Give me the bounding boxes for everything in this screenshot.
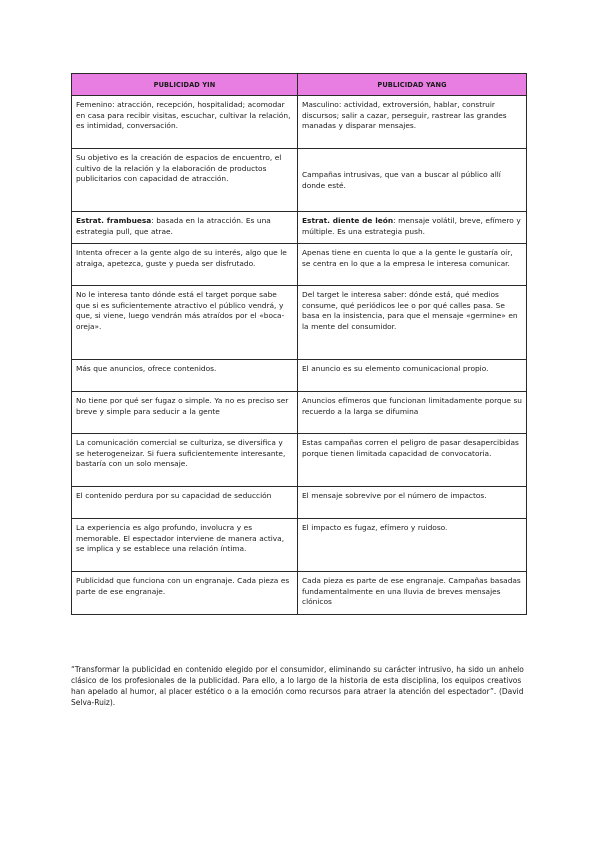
table-row: [72, 392, 527, 434]
yin-cell: Su objetivo es la creación de espacios de encuentro, el cultivo de la relación y la elaboración de productos publicitarios con capacidad de atracción.: [72, 149, 298, 212]
yang-cell: El mensaje sobrevive por el número de impactos.: [298, 487, 527, 519]
yang-cell: Anuncios efímeros que funcionan limitadamente porque su recuerdo a la larga se difumina: [298, 392, 527, 434]
yang-cell: Apenas tiene en cuenta lo que a la gente le gustaría oír, se centra en lo que a la empresa le interesa comunicar.: [298, 244, 527, 286]
yang-cell: Del target le interesa saber: dónde está, qué medios consume, qué periódicos lee o por qué calles pasa. Se basa en la insistencia, para que el mensaje «germine» en la mente del consumidor.: [298, 286, 527, 360]
yin-cell: [72, 212, 298, 244]
yang-cell: Estas campañas corren el peligro de pasar desapercibidas porque tienen limitada capacidad de convocatoria.: [298, 434, 527, 487]
table-row: [72, 286, 527, 360]
table-row: [72, 244, 527, 286]
table-header-row: [72, 74, 527, 96]
yin-cell: Femenino: atracción, recepción, hospitalidad; acomodar en casa para recibir visitas, escuchar, cultivar la relación, es intimidad, conversación.: [72, 96, 298, 149]
yin-cell: Más que anuncios, ofrece contenidos.: [72, 360, 298, 392]
table-row: [72, 572, 527, 615]
yin-cell: Publicidad que funciona con un engranaje. Cada pieza es parte de ese engranaje.: [72, 572, 298, 615]
table-row: [72, 96, 527, 149]
header-yin: PUBLICIDAD YIN: [72, 74, 298, 96]
yang-cell: El anuncio es su elemento comunicacional propio.: [298, 360, 527, 392]
strategy-description: : mensaje volátil, breve, efímero y múltiple. Es una estrategia push.: [302, 216, 521, 236]
header-yang: PUBLICIDAD YANG: [298, 74, 527, 96]
strategy-name: Estrat. frambuesa: [76, 216, 152, 225]
yin-cell: Intenta ofrecer a la gente algo de su interés, algo que le atraiga, apetezca, guste y pueda ser disfrutado.: [72, 244, 298, 286]
table-row: [72, 149, 527, 212]
yang-cell: Masculino: actividad, extroversión, hablar, construir discursos; salir a cazar, perseguir, rastrear las grandes manadas y disparar mensajes.: [298, 96, 527, 149]
closing-quote: “Transformar la publicidad en contenido elegido por el consumidor, eliminando su carácter intrusivo, ha sido un anhelo clásico de los profesionales de la publicidad. Para ello, a lo largo de la historia de esta disciplina, los equipos creativos han apelado al humor, al placer estético o a la emoción como recursos para atraer la atención del espectador”. (David Selva-Ruiz).: [71, 664, 524, 707]
yin-cell: El contenido perdura por su capacidad de seducción: [72, 487, 298, 519]
yin-cell: La comunicación comercial se culturiza, se diversifica y se heterogeneizar. Si fuera suficientemente interesante, bastaría con un solo mensaje.: [72, 434, 298, 487]
table-row: [72, 519, 527, 572]
comparison-table: [71, 73, 527, 615]
yin-cell: No tiene por qué ser fugaz o simple. Ya no es preciso ser breve y simple para seducir a la gente: [72, 392, 298, 434]
yang-cell: Cada pieza es parte de ese engranaje. Campañas basadas fundamentalmente en una lluvia de breves mensajes clónicos: [298, 572, 527, 615]
table-row: [72, 487, 527, 519]
yin-cell: La experiencia es algo profundo, involucra y es memorable. El espectador interviene de manera activa, se implica y se establece una relación íntima.: [72, 519, 298, 572]
yang-cell: [298, 212, 527, 244]
yang-cell: Campañas intrusivas, que van a buscar al público allí donde esté.: [298, 149, 527, 212]
yin-cell: No le interesa tanto dónde está el target porque sabe que si es suficientemente atractivo el público vendrá, y que, si viene, luego vendrán más atraídos por el «boca-oreja».: [72, 286, 298, 360]
strategy-name: Estrat. diente de león: [302, 216, 394, 225]
strategy-description: : basada en la atracción. Es una estrategia pull, que atrae.: [76, 216, 271, 236]
yang-cell: El impacto es fugaz, efímero y ruidoso.: [298, 519, 527, 572]
table-row: [72, 360, 527, 392]
table-row: [72, 434, 527, 487]
table-row: [72, 212, 527, 244]
